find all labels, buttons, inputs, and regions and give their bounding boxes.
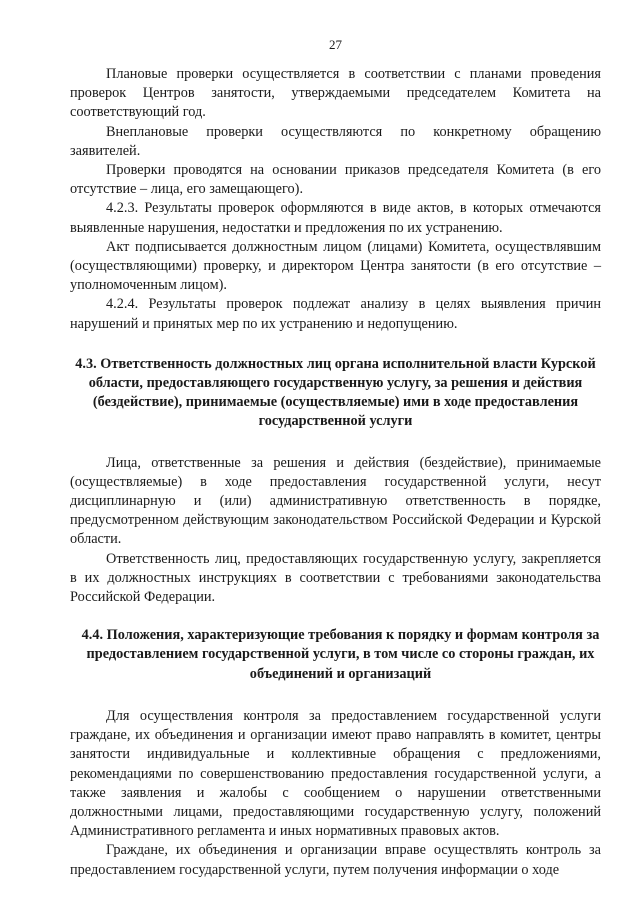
section-heading-4-4: 4.4. Положения, характеризующие требования к порядку и формам контроля за предоставлением государственной услуги, в том числе со стороны граждан, их объединений и организаций [81,627,600,682]
paragraph: Ответственность лиц, предоставляющих государственную услугу, закрепляется в их должностных инструкциях в соответствии с требованиями законодательства Российской Федерации. [70,550,601,606]
paragraph: Акт подписывается должностным лицом (лицами) Комитета, осуществлявшим (осуществляющими) проверку, и директором Центра занятости (в его отсутствие – уполномоченным лицом). [70,238,601,294]
paragraph: 4.2.4. Результаты проверок подлежат анализу в целях выявления причин нарушений и принятых мер по их устранению и недопущению. [70,296,601,332]
paragraph: Плановые проверки осуществляется в соответствии с планами проведения проверок Центров занятости, утверждаемыми председателем Комитета на соответствующий год. [70,66,601,121]
page-number: 27 [329,37,342,52]
paragraph: 4.2.3. Результаты проверок оформляются в виде актов, в которых отмечаются выявленные нарушения, недостатки и предложения по их устранению. [70,200,601,236]
paragraph: Внеплановые проверки осуществляются по конкретному обращению заявителей. [70,123,601,159]
paragraph: Проверки проводятся на основании приказов председателя Комитета (в его отсутствие – лица, его замещающего). [70,162,601,198]
section-heading-4-3: 4.3. Ответственность должностных лиц органа исполнительной власти Курской области, предоставляющего государственную услугу, за решения и действия (бездействие), принимаемые (осуществляемые) ими в ходе предоставления государственной услуги [75,355,596,430]
document-body [70,65,601,880]
paragraph: Лица, ответственные за решения и действия (бездействие), принимаемые (осуществляемые) в ходе предоставления государственной услуги, несут дисциплинарную и (или) административную ответственность в порядке, предусмотренном действующим законодательством Российской Федерации и Курской области. [70,454,601,548]
paragraph: Для осуществления контроля за предоставлением государственной услуги граждане, их объединения и организации имеют право направлять в комитет, центры занятости индивидуальные и коллективные обращения с предложениями, рекомендациями по совершенствованию предоставления государственной услуги, а также заявления и жалобы с сообщением о нарушении ответственными должностными лицами, предоставляющими государственную услугу, положений Административного регламента и иных нормативных правовых актов. [70,707,601,840]
paragraph: Граждане, их объединения и организации вправе осуществлять контроль за предоставлением государственной услуги, путем получения информации о ходе [70,842,601,878]
